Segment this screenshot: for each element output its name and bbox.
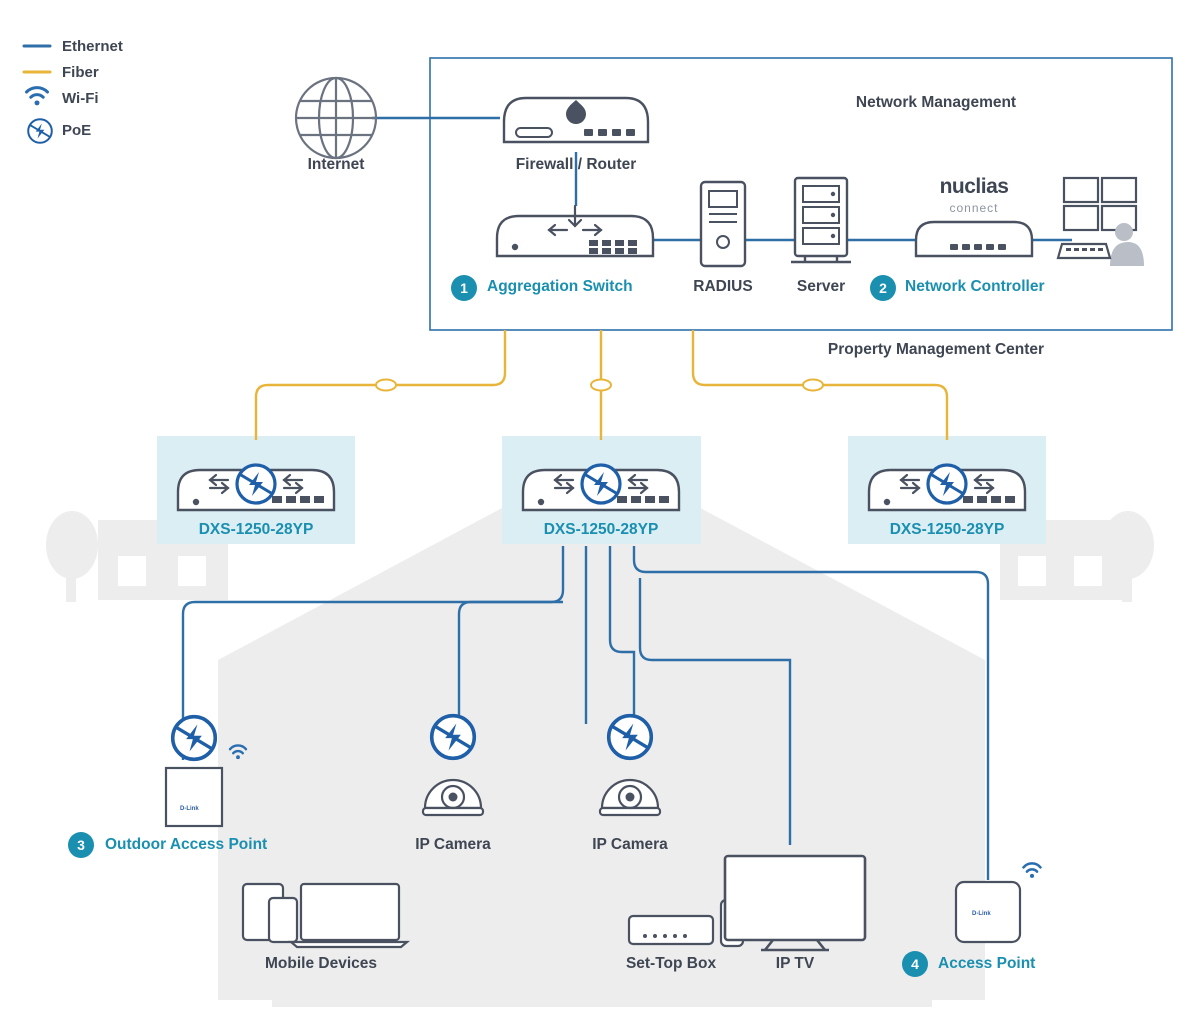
outdoor-ap-icon (166, 717, 246, 826)
tv-icon (725, 856, 865, 950)
node-label-switch-left: DXS-1250-28YP (198, 521, 314, 538)
legend-label-fiber: Fiber (62, 64, 99, 81)
legend-poe-icon (28, 119, 52, 143)
badge-network-controller: 2 (870, 275, 896, 301)
nuclias-logo (908, 176, 1040, 214)
node-label-aggregation-switch: Aggregation Switch (487, 278, 633, 295)
controller-icon (916, 222, 1032, 256)
node-label-radius: RADIUS (693, 278, 753, 295)
nuclias-subtitle: connect (949, 201, 999, 215)
node-label-set-top-box: Set-Top Box (625, 955, 717, 972)
firewall-icon (504, 98, 648, 142)
legend-label-ethernet: Ethernet (62, 38, 123, 55)
legend-wifi-icon (27, 88, 48, 106)
badge-outdoor-access-point: 3 (68, 832, 94, 858)
tower-server-icon (701, 182, 745, 266)
node-label-ip-tv: IP TV (775, 955, 815, 972)
node-label-ip-camera-2: IP Camera (592, 836, 668, 853)
dome-camera-icon (423, 716, 483, 815)
switch-icon (497, 206, 653, 256)
poe-switch-icon (523, 465, 679, 510)
legend-label-wifi: Wi-Fi (62, 90, 99, 107)
rack-server-icon (791, 178, 851, 262)
node-label-switch-center: DXS-1250-28YP (543, 521, 659, 538)
dome-camera-icon (600, 716, 660, 815)
zone-label-network-management: Network Management (855, 94, 1017, 111)
badge-aggregation-switch: 1 (451, 275, 477, 301)
mobile-devices-icon (243, 884, 407, 947)
legend-label-poe: PoE (62, 122, 92, 139)
node-label-firewall-router: Firewall / Router (515, 156, 637, 173)
dlink-mark-outdoor-ap: D-Link (180, 806, 199, 812)
node-label-outdoor-access-point: Outdoor Access Point (105, 836, 268, 853)
node-label-switch-right: DXS-1250-28YP (889, 521, 1005, 538)
node-label-network-controller: Network Controller (905, 278, 1045, 295)
zone-label-property-management-center: Property Management Center (827, 341, 1045, 358)
globe-icon (296, 78, 376, 158)
dlink-mark-indoor-ap: D-Link (972, 911, 991, 917)
operator-icon (1058, 178, 1144, 266)
indoor-ap-icon (956, 863, 1041, 942)
poe-switch-icon (178, 465, 334, 510)
node-label-mobile-devices: Mobile Devices (265, 955, 377, 972)
node-label-ip-camera-1: IP Camera (415, 836, 491, 853)
nuclias-wordmark: nuclias (939, 175, 1009, 198)
poe-switch-icon (869, 465, 1025, 510)
node-label-access-point: Access Point (938, 955, 1036, 972)
node-label-internet: Internet (307, 156, 365, 173)
node-label-server: Server (796, 278, 846, 295)
badge-access-point: 4 (902, 951, 928, 977)
